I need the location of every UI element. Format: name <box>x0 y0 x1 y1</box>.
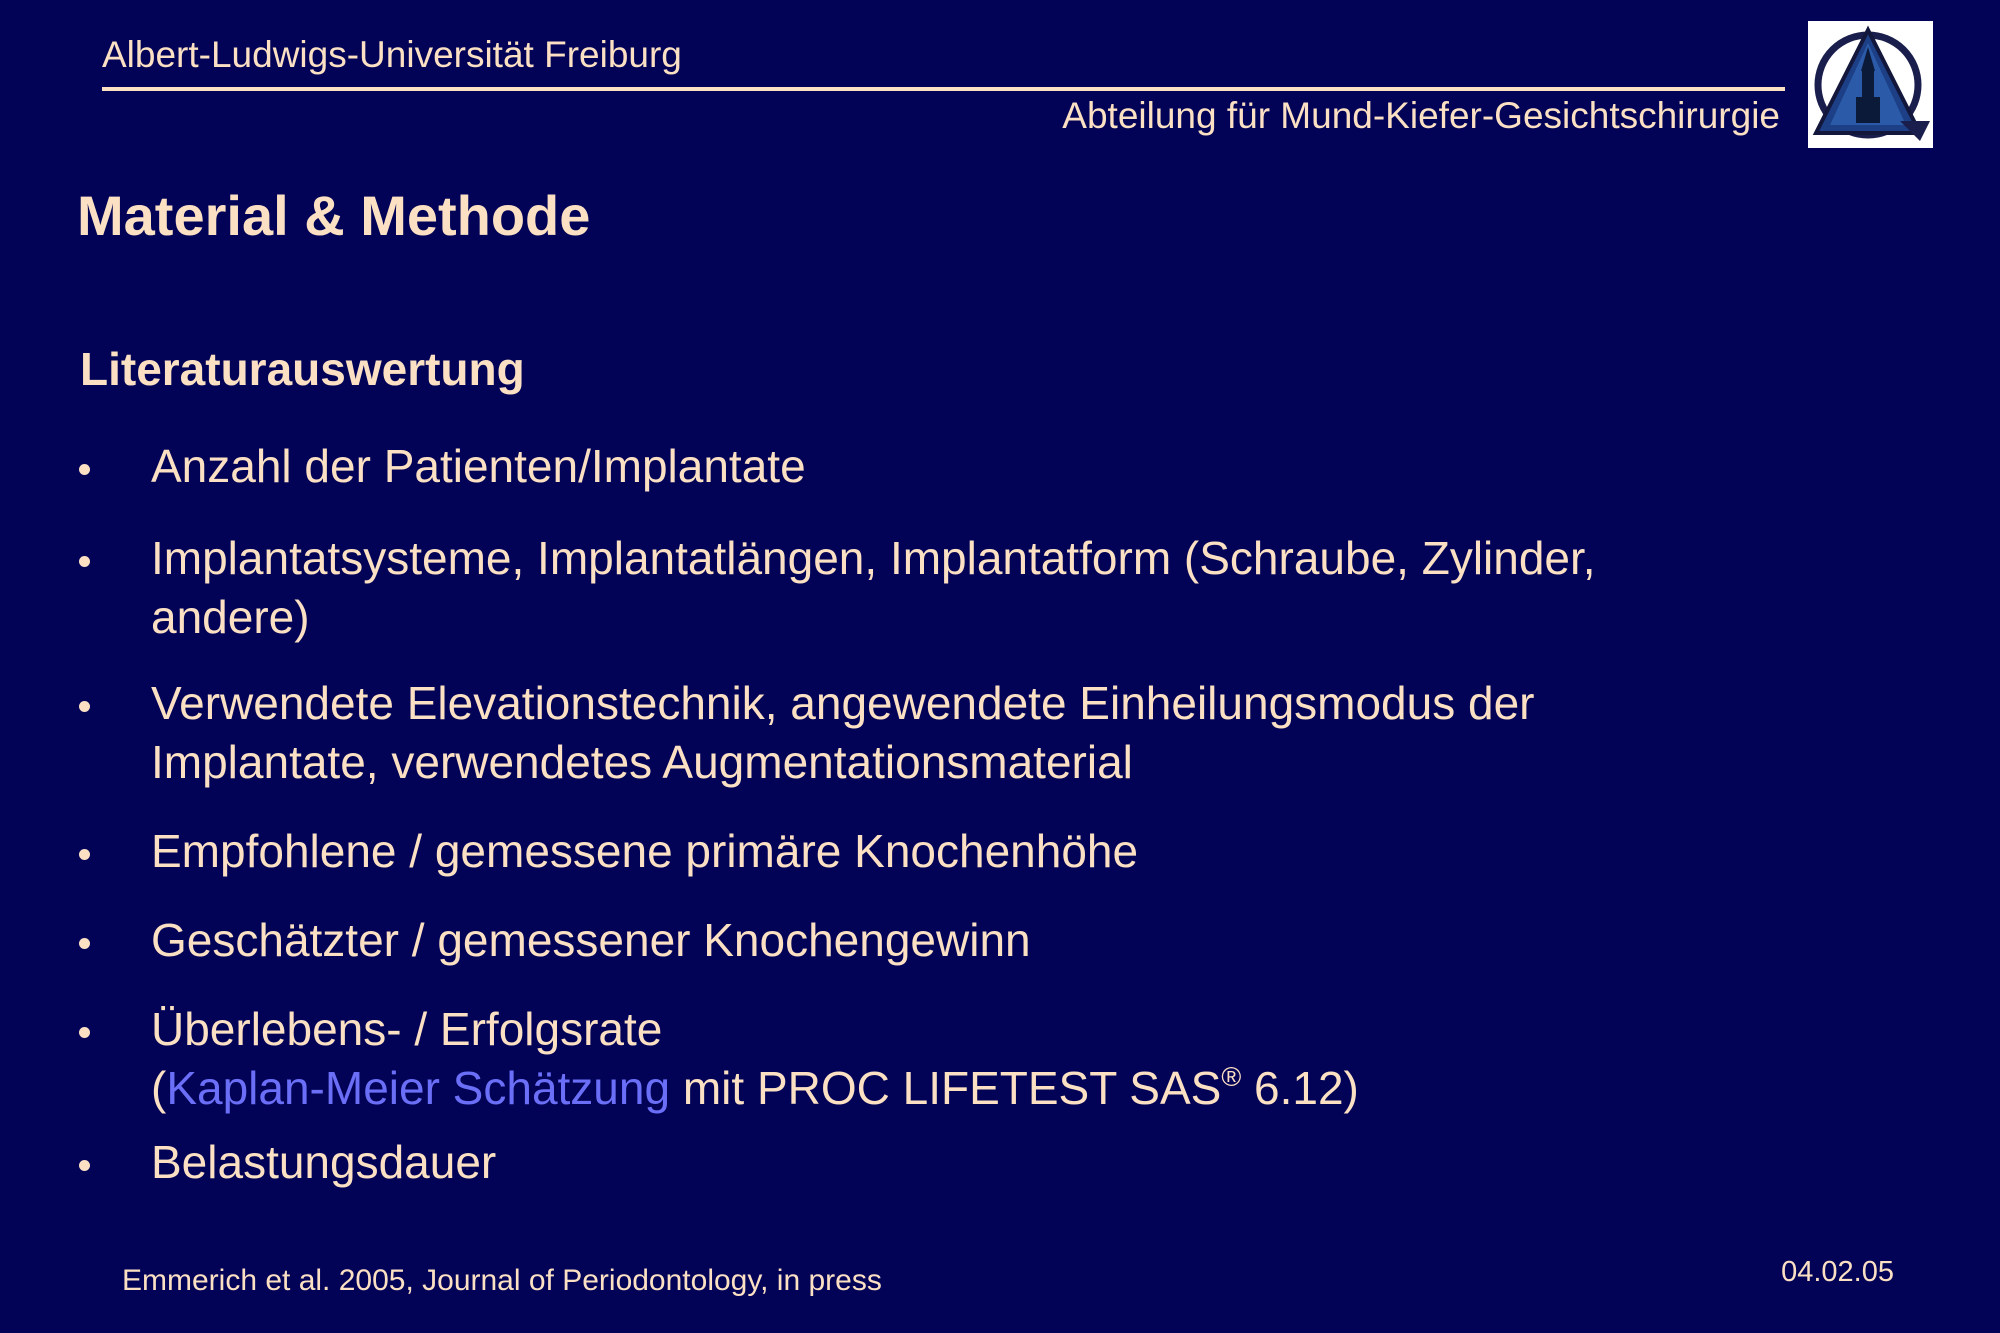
bullet-text: Geschätzter / gemessener Knochengewinn <box>151 914 1031 966</box>
header-divider <box>102 87 1785 91</box>
bullet-dot <box>79 1160 90 1171</box>
lifetest-text: mit PROC LIFETEST SAS <box>670 1062 1222 1114</box>
university-logo-icon <box>1808 21 1933 148</box>
bullet-dot <box>79 1027 90 1038</box>
bullet-text: Empfohlene / gemessene primäre Knochenhöhe <box>151 825 1139 877</box>
paren-open: ( <box>151 1062 167 1114</box>
version-text: 6.12) <box>1241 1062 1359 1114</box>
slide-subtitle: Literaturauswertung <box>80 343 525 395</box>
registered-mark: ® <box>1221 1062 1242 1092</box>
bullet-dot <box>79 464 90 475</box>
slide-title: Material & Methode <box>77 184 591 247</box>
bullet-text-continued: Implantate, verwendetes Augmentationsmaterial <box>151 736 1133 788</box>
bullet-text: Implantatsysteme, Implantatlängen, Implantatform (Schraube, Zylinder, <box>151 532 1596 584</box>
bullet-dot <box>79 938 90 949</box>
bullet-text: Belastungsdauer <box>151 1136 497 1188</box>
bullet-dot <box>79 849 90 860</box>
bullet-dot <box>79 701 90 712</box>
bullet-text: Anzahl der Patienten/Implantate <box>151 440 806 492</box>
bullet-text-continued: andere) <box>151 591 310 643</box>
slide-date: 04.02.05 <box>1781 1256 1894 1288</box>
university-name: Albert-Ludwigs-Universität Freiburg <box>102 34 682 75</box>
bullet-text-continued <box>151 1059 1771 1118</box>
bullet-dot <box>79 556 90 567</box>
bullet-text: Überlebens- / Erfolgsrate <box>151 1003 663 1055</box>
citation-footer: Emmerich et al. 2005, Journal of Periodontology, in press <box>122 1264 882 1297</box>
department-name: Abteilung für Mund-Kiefer-Gesichtschirurgie <box>1062 95 1780 136</box>
bullet-text: Verwendete Elevationstechnik, angewendete Einheilungsmodus der <box>151 677 1535 729</box>
kaplan-meier-link[interactable]: Kaplan-Meier Schätzung <box>166 1062 671 1114</box>
